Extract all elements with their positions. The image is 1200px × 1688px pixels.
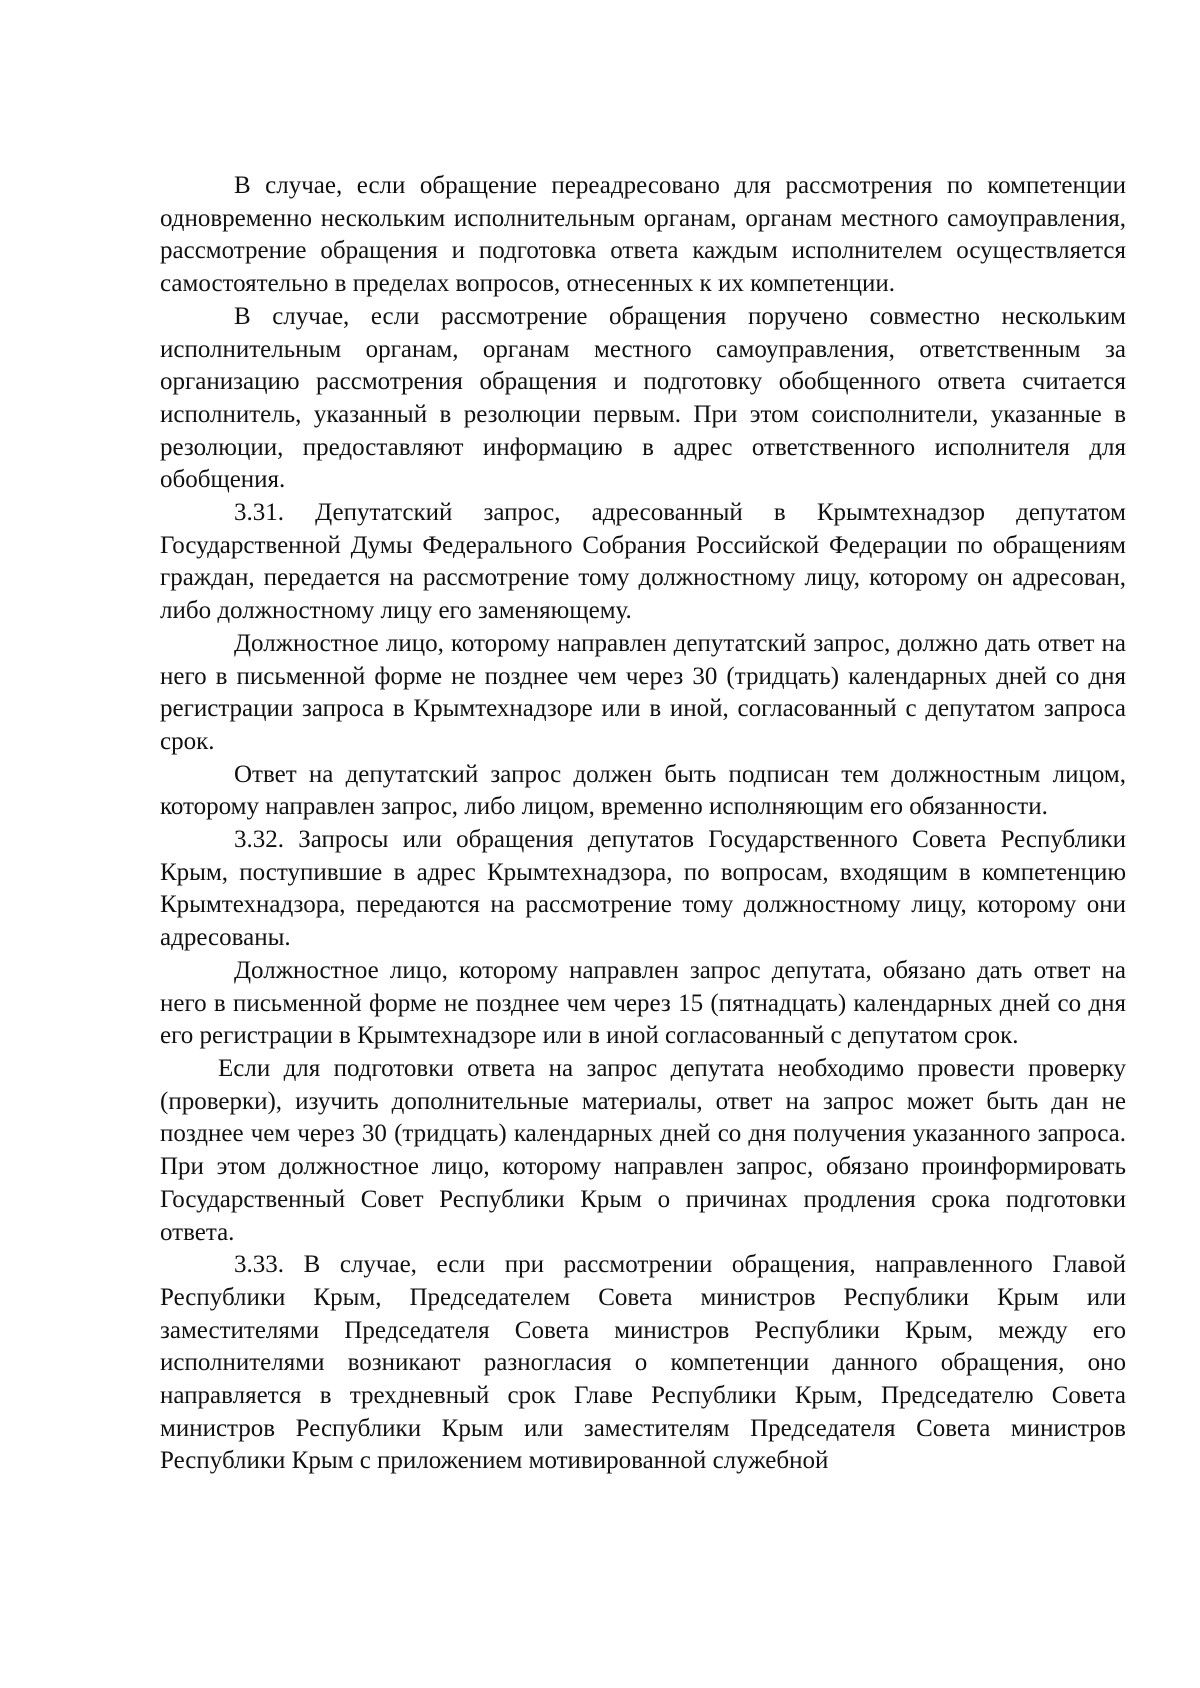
paragraph-3-32: 3.32. Запросы или обращения депутатов Государственного Совета Республики Крым, поступившие в адрес Крымтехнадзора, по вопросам, входящим в компетенцию Крымтехнадзора, передаются на рассмотрение тому должностному лицу, которому они адресованы. xyxy=(160,826,1126,952)
paragraph-state-council-deadline: Должностное лицо, которому направлен запрос депутата, обязано дать ответ на него в письменной форме не позднее чем через 15 (пятнадцать) календарных дней со дня его регистрации в Крымтехнадзоре или в иной согласованный с депутатом срок. xyxy=(160,956,1126,1050)
document-page xyxy=(160,170,1126,1478)
paragraph-3-33: 3.33. В случае, если при рассмотрении обращения, направленного Главой Республики Крым, Председателем Совета министров Республики Крым или заместителями Председателя Совета министров Республики Крым, между его исполнителями возникают разногласия о компетенции данного обращения, оно направляется в трехдневный срок Главе Республики Крым, Председателю Совета министров Республики Крым или заместителям Председателя Совета министров Республики Крым с приложением мотивированной служебной xyxy=(160,1251,1126,1475)
paragraph-multiple-addressees: В случае, если обращение переадресовано для рассмотрения по компетенции одновременно нескольким исполнительным органам, органам местного самоуправления, рассмотрение обращения и подготовка ответа каждым исполнителем осуществляется самостоятельно в пределах вопросов, отнесенных к их компетенции. xyxy=(160,172,1126,298)
paragraph-3-31: 3.31. Депутатский запрос, адресованный в Крымтехнадзор депутатом Государственной Думы Федерального Собрания Российской Федерации по обращениям граждан, передается на рассмотрение тому должностному лицу, которому он адресован, либо должностному лицу его заменяющему. xyxy=(160,499,1126,625)
paragraph-extension: Если для подготовки ответа на запрос депутата необходимо провести проверку (проверки), изучить дополнительные материалы, ответ на запрос может быть дан не позднее чем через 30 (тридцать) календарных дней со дня получения указанного запроса. При этом должностное лицо, которому направлен запрос, обязано проинформировать Государственный Совет Республики Крым о причинах продления срока подготовки ответа. xyxy=(160,1054,1126,1246)
paragraph-answer-signature: Ответ на депутатский запрос должен быть подписан тем должностным лицом, которому направлен запрос, либо лицом, временно исполняющим его обязанности. xyxy=(160,760,1126,821)
paragraph-joint-review: В случае, если рассмотрение обращения поручено совместно нескольким исполнительным органам, органам местного самоуправления, ответственным за организацию рассмотрения обращения и подготовку обобщенного ответа считается исполнитель, указанный в резолюции первым. При этом соисполнители, указанные в резолюции, предоставляют информацию в адрес ответственного исполнителя для обобщения. xyxy=(160,302,1126,494)
paragraph-deputy-request-deadline: Должностное лицо, которому направлен депутатский запрос, должно дать ответ на него в письменной форме не позднее чем через 30 (тридцать) календарных дней со дня регистрации запроса в Крымтехнадзоре или в иной, согласованный с депутатом запроса срок. xyxy=(160,629,1126,755)
